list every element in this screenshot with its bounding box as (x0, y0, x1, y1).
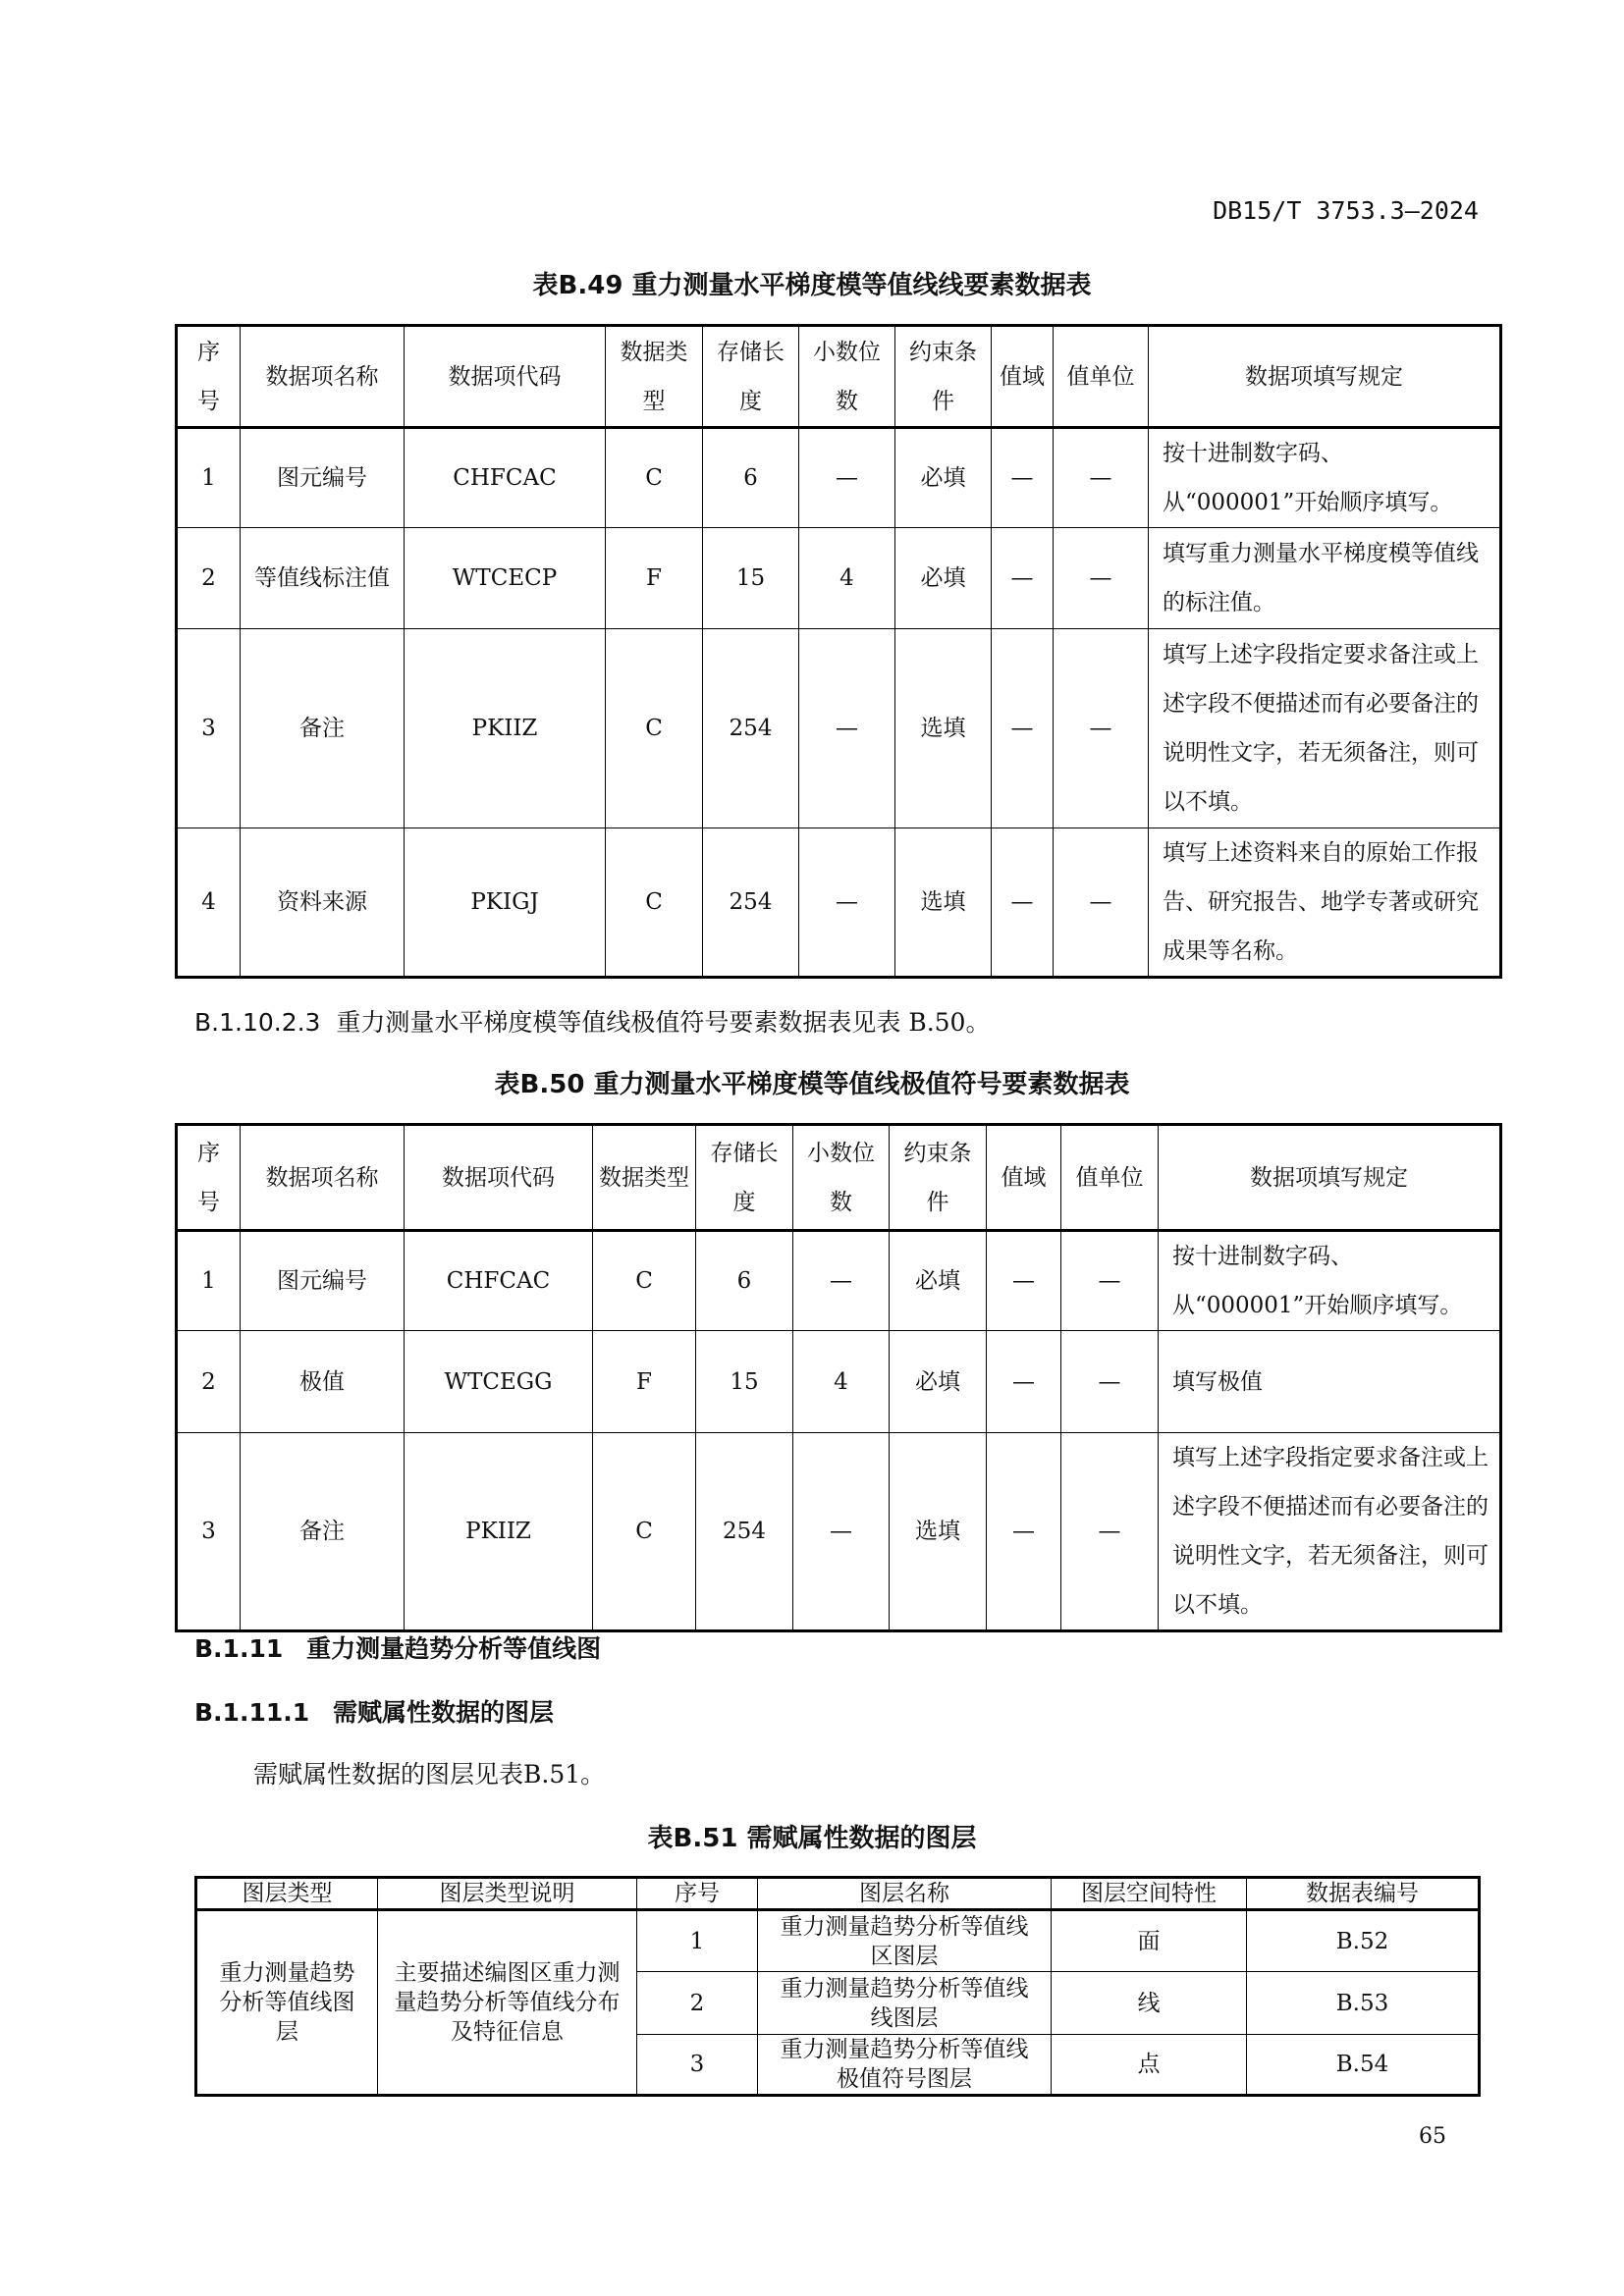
section-heading: 需赋属性数据的图层 (332, 1698, 554, 1727)
layer-type-cell: 重力测量趋势分析等值线图层 (196, 1910, 378, 2096)
table-cell: — (1054, 629, 1149, 828)
table-cell: B.53 (1247, 1972, 1480, 2035)
table-row (177, 428, 1501, 528)
table-row (177, 828, 1501, 978)
section-b-1-10-2-3 (194, 1003, 990, 1039)
column-header: 序号 (637, 1878, 758, 1910)
table-cell: 重力测量趋势分析等值线区图层 (758, 1910, 1052, 1972)
column-header: 存储长度 (703, 326, 799, 428)
table-header-row (196, 1878, 1480, 1910)
column-header: 图层类型说明 (378, 1878, 637, 1910)
table-cell: — (992, 828, 1054, 978)
table-header-row (177, 1125, 1501, 1231)
table-cell: 线 (1052, 1972, 1247, 2035)
table-cell: — (799, 629, 895, 828)
table-cell: F (593, 1331, 696, 1433)
column-header: 数据类型 (606, 326, 703, 428)
table-cell: 254 (696, 1433, 793, 1631)
column-header: 图层空间特性 (1052, 1878, 1247, 1910)
table-b50 (175, 1123, 1502, 1632)
table-row (177, 1433, 1501, 1631)
table-cell: — (1061, 1433, 1159, 1631)
table-cell: 选填 (895, 828, 992, 978)
table-cell: 4 (793, 1331, 890, 1433)
paragraph: 需赋属性数据的图层见表B.51。 (253, 1760, 606, 1789)
table-cell: F (606, 528, 703, 629)
column-header: 数据项名称 (241, 326, 405, 428)
column-header: 值域 (987, 1125, 1061, 1231)
section-b-1-11 (194, 1629, 601, 1665)
table-cell: — (992, 528, 1054, 629)
column-header: 数据项名称 (241, 1125, 405, 1231)
document-code: DB15/T 3753.3—2024 (1213, 196, 1479, 225)
table-cell: 3 (177, 629, 241, 828)
table-row (177, 1231, 1501, 1331)
column-header: 约束条件 (890, 1125, 987, 1231)
table-cell: CHFCAC (405, 428, 606, 528)
table-cell: — (1061, 1231, 1159, 1331)
table-cell: 选填 (890, 1433, 987, 1631)
table-cell: PKIIZ (405, 629, 606, 828)
table-b49-title: 表B.49 重力测量水平梯度模等值线线要素数据表 (532, 271, 1092, 300)
table-cell: 3 (637, 2035, 758, 2096)
column-header: 图层名称 (758, 1878, 1052, 1910)
table-b51-title: 表B.51 需赋属性数据的图层 (647, 1824, 977, 1853)
fill-rule-cell: 填写上述字段指定要求备注或上述字段不便描述而有必要备注的说明性文字，若无须备注，则可以不填。 (1149, 629, 1501, 828)
table-cell: 等值线标注值 (241, 528, 405, 629)
section-number: B.1.10.2.3 (194, 1008, 321, 1037)
table-cell: C (606, 629, 703, 828)
table-header-row (177, 326, 1501, 428)
column-header: 值单位 (1054, 326, 1149, 428)
table-b50-title: 表B.50 重力测量水平梯度模等值线极值符号要素数据表 (494, 1070, 1130, 1099)
table-cell: — (987, 1331, 1061, 1433)
table-cell: 4 (177, 828, 241, 978)
section-heading: 重力测量趋势分析等值线图 (306, 1634, 602, 1663)
table-cell: 3 (177, 1433, 241, 1631)
section-text: 重力测量水平梯度模等值线极值符号要素数据表见表 B.50。 (336, 1008, 991, 1037)
table-cell: 必填 (895, 528, 992, 629)
table-b49 (175, 324, 1502, 979)
fill-rule-cell: 填写极值 (1159, 1331, 1501, 1433)
table-cell: 15 (696, 1331, 793, 1433)
table-cell: — (987, 1433, 1061, 1631)
table-cell: WTCECP (405, 528, 606, 629)
section-b-1-11-1 (194, 1693, 554, 1729)
table-cell: 备注 (241, 629, 405, 828)
section-number: B.1.11.1 (194, 1698, 310, 1727)
table-cell: — (1054, 428, 1149, 528)
column-header: 图层类型 (196, 1878, 378, 1910)
page-number: 65 (1419, 2124, 1446, 2149)
column-header: 数据类型 (593, 1125, 696, 1231)
table-cell: 254 (703, 828, 799, 978)
table-cell: — (992, 428, 1054, 528)
table-cell: 备注 (241, 1433, 405, 1631)
column-header: 数据项代码 (405, 326, 606, 428)
table-cell: 极值 (241, 1331, 405, 1433)
section-number: B.1.11 (194, 1634, 284, 1663)
table-cell: 15 (703, 528, 799, 629)
column-header: 数据项填写规定 (1149, 326, 1501, 428)
table-b51 (194, 1876, 1481, 2097)
table-row (177, 1331, 1501, 1433)
table-cell: 1 (637, 1910, 758, 1972)
layer-type-desc-cell: 主要描述编图区重力测量趋势分析等值线分布及特征信息 (378, 1910, 637, 2096)
table-cell: 6 (703, 428, 799, 528)
fill-rule-cell: 填写上述字段指定要求备注或上述字段不便描述而有必要备注的说明性文字，若无须备注，则可以不填。 (1159, 1433, 1501, 1631)
table-cell: 资料来源 (241, 828, 405, 978)
table-cell: WTCEGG (405, 1331, 593, 1433)
fill-rule-cell: 按十进制数字码、从“000001”开始顺序填写。 (1159, 1231, 1501, 1331)
table-cell: 必填 (895, 428, 992, 528)
table-cell: 1 (177, 428, 241, 528)
column-header: 数据表编号 (1247, 1878, 1480, 1910)
table-cell: — (799, 428, 895, 528)
table-cell: C (593, 1231, 696, 1331)
table-cell: 4 (799, 528, 895, 629)
table-cell: 选填 (895, 629, 992, 828)
table-cell: PKIGJ (405, 828, 606, 978)
column-header: 小数位数 (793, 1125, 890, 1231)
table-cell: C (606, 428, 703, 528)
table-cell: B.52 (1247, 1910, 1480, 1972)
column-header: 数据项填写规定 (1159, 1125, 1501, 1231)
column-header: 序号 (177, 1125, 241, 1231)
column-header: 值域 (992, 326, 1054, 428)
column-header: 值单位 (1061, 1125, 1159, 1231)
table-cell: 2 (177, 1331, 241, 1433)
table-cell: 2 (637, 1972, 758, 2035)
table-cell: — (1054, 828, 1149, 978)
table-cell: 重力测量趋势分析等值线线图层 (758, 1972, 1052, 2035)
table-cell: B.54 (1247, 2035, 1480, 2096)
table-cell: 必填 (890, 1331, 987, 1433)
table-cell: 图元编号 (241, 428, 405, 528)
table-cell: 面 (1052, 1910, 1247, 1972)
column-header: 数据项代码 (405, 1125, 593, 1231)
column-header: 小数位数 (799, 326, 895, 428)
fill-rule-cell: 按十进制数字码、从“000001”开始顺序填写。 (1149, 428, 1501, 528)
table-row (177, 629, 1501, 828)
table-cell: 必填 (890, 1231, 987, 1331)
table-cell: — (1054, 528, 1149, 629)
table-cell: CHFCAC (405, 1231, 593, 1331)
table-cell: 重力测量趋势分析等值线极值符号图层 (758, 2035, 1052, 2096)
table-cell: — (799, 828, 895, 978)
table-cell: — (793, 1433, 890, 1631)
fill-rule-cell: 填写上述资料来自的原始工作报告、研究报告、地学专著或研究成果等名称。 (1149, 828, 1501, 978)
table-row (177, 528, 1501, 629)
table-cell: — (987, 1231, 1061, 1331)
column-header: 存储长度 (696, 1125, 793, 1231)
table-cell: 图元编号 (241, 1231, 405, 1331)
table-cell: 1 (177, 1231, 241, 1331)
column-header: 约束条件 (895, 326, 992, 428)
table-row (196, 1910, 1480, 1972)
column-header: 序号 (177, 326, 241, 428)
table-cell: 2 (177, 528, 241, 629)
fill-rule-cell: 填写重力测量水平梯度模等值线的标注值。 (1149, 528, 1501, 629)
table-cell: — (992, 629, 1054, 828)
table-cell: — (793, 1231, 890, 1331)
table-cell: C (606, 828, 703, 978)
table-cell: C (593, 1433, 696, 1631)
table-cell: 6 (696, 1231, 793, 1331)
table-cell: 254 (703, 629, 799, 828)
table-cell: 点 (1052, 2035, 1247, 2096)
table-cell: PKIIZ (405, 1433, 593, 1631)
table-cell: — (1061, 1331, 1159, 1433)
